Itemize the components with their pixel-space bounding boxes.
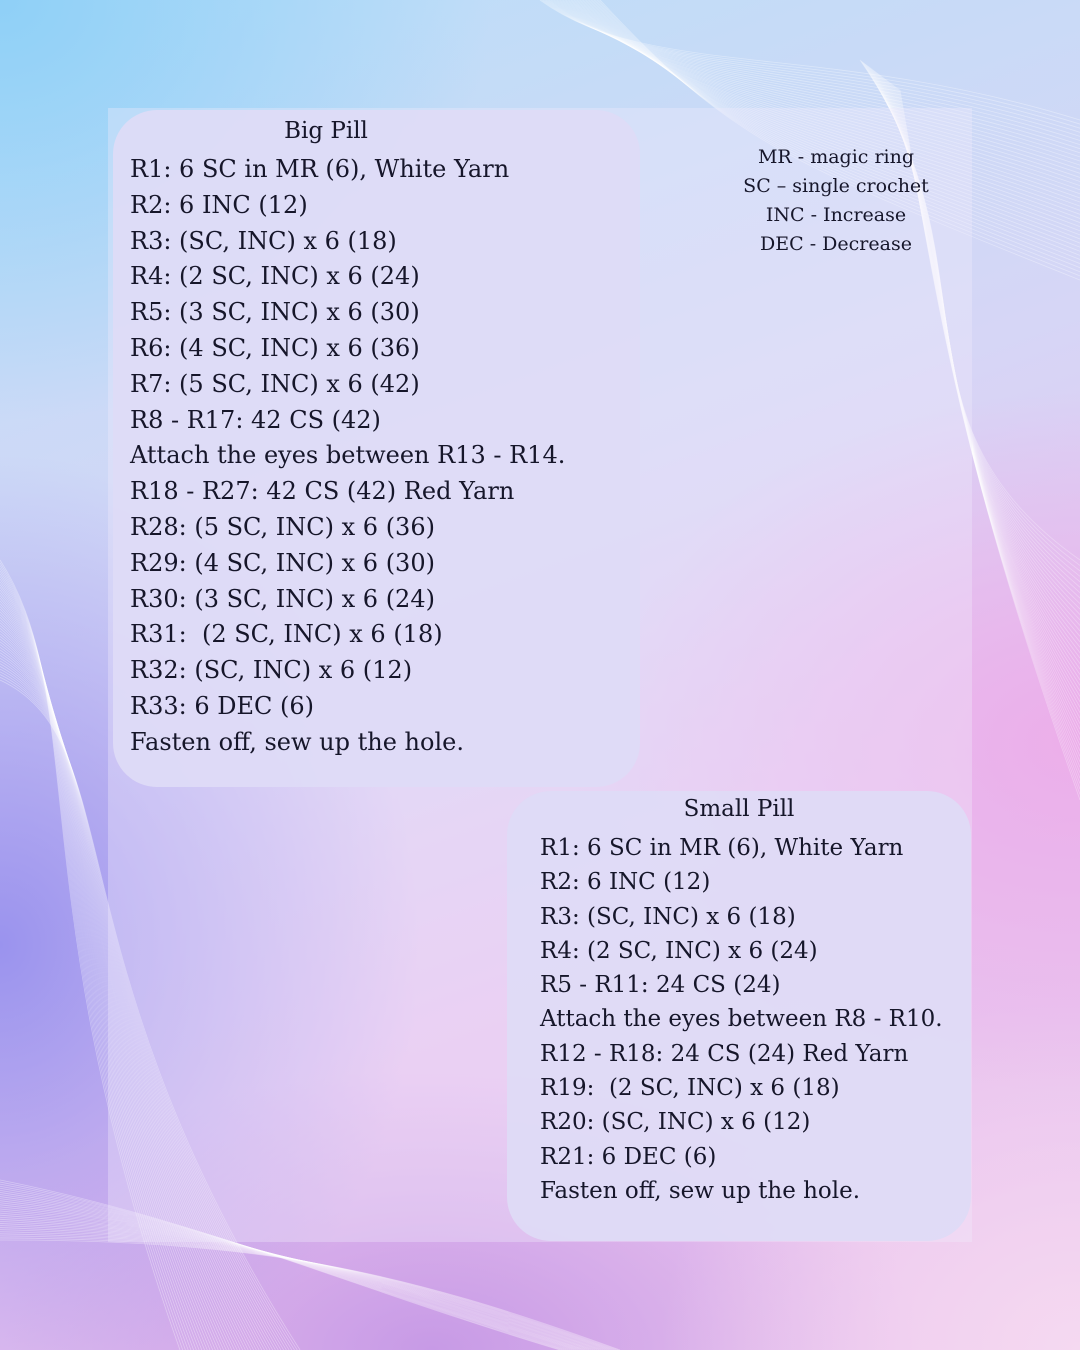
legend-item: SC – single crochet: [743, 175, 929, 197]
instruction-row: Attach the eyes between R13 - R14.: [130, 441, 566, 470]
instruction-row: R1: 6 SC in MR (6), White Yarn: [540, 835, 904, 861]
instruction-row: R5 - R11: 24 CS (24): [540, 972, 781, 999]
big-pill-card: [113, 110, 640, 787]
instruction-row: R4: (2 SC, INC) x 6 (24): [540, 937, 818, 964]
instruction-row: Attach the eyes between R8 - R10.: [540, 1006, 943, 1033]
instruction-row: R20: (SC, INC) x 6 (12): [540, 1109, 811, 1136]
instruction-row: R3: (SC, INC) x 6 (18): [130, 226, 397, 255]
instruction-row: R30: (3 SC, INC) x 6 (24): [130, 584, 435, 613]
instruction-row: R2: 6 INC (12): [540, 869, 711, 896]
instruction-row: Fasten off, sew up the hole.: [540, 1177, 861, 1204]
big-pill-instructions: [130, 152, 565, 761]
instruction-row: R6: (4 SC, INC) x 6 (36): [130, 333, 420, 362]
big-pill-title: Big Pill: [284, 118, 368, 144]
instruction-row: R33: 6 DEC (6): [130, 691, 314, 720]
small-pill-instructions: [540, 831, 943, 1208]
instruction-row: R31: (2 SC, INC) x 6 (18): [130, 620, 443, 649]
instruction-row: Fasten off, sew up the hole.: [130, 727, 464, 756]
instruction-row: R32: (SC, INC) x 6 (12): [130, 656, 413, 685]
instruction-row: R8 - R17: 42 CS (42): [130, 405, 381, 434]
small-pill-title: Small Pill: [683, 796, 795, 822]
legend-item: DEC - Decrease: [760, 233, 912, 255]
instruction-row: R3: (SC, INC) x 6 (18): [540, 903, 796, 930]
instruction-row: R28: (5 SC, INC) x 6 (36): [130, 512, 435, 541]
instruction-row: R5: (3 SC, INC) x 6 (30): [130, 298, 420, 327]
instruction-row: R1: 6 SC in MR (6), White Yarn: [130, 155, 510, 183]
instruction-row: R7: (5 SC, INC) x 6 (42): [130, 369, 420, 398]
instruction-row: R2: 6 INC (12): [130, 190, 308, 219]
legend-item: MR - magic ring: [757, 146, 915, 168]
instruction-row: R19: (2 SC, INC) x 6 (18): [540, 1075, 840, 1102]
instruction-row: R18 - R27: 42 CS (42) Red Yarn: [130, 477, 515, 506]
small-pill-card: [507, 791, 971, 1241]
abbreviation-legend: [716, 143, 956, 259]
instruction-row: R29: (4 SC, INC) x 6 (30): [130, 548, 435, 577]
instruction-row: R12 - R18: 24 CS (24) Red Yarn: [540, 1040, 909, 1067]
instruction-row: R4: (2 SC, INC) x 6 (24): [130, 262, 420, 291]
legend-item: INC - Increase: [765, 204, 907, 226]
instruction-row: R21: 6 DEC (6): [540, 1143, 717, 1170]
